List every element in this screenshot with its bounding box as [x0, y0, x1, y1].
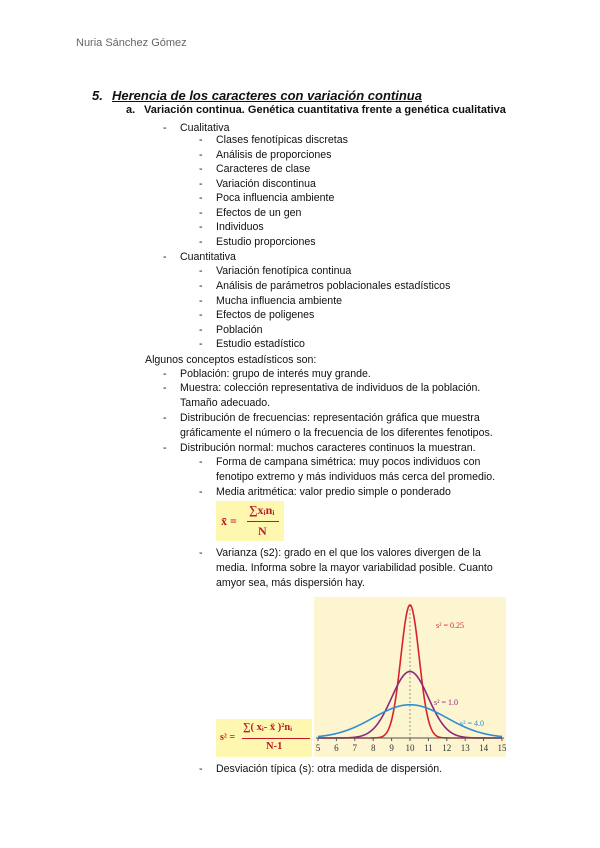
list-item: Clases fenotípicas discretas: [216, 134, 348, 146]
concept-distribucion: Distribución de frecuencias: representación gráfica que muestra: [180, 412, 480, 424]
concept-varianza: Varianza (s2): grado en el que los valores divergen de la: [216, 547, 481, 559]
x-tick-label: 12: [442, 743, 452, 753]
list-item: Poca influencia ambiente: [216, 192, 335, 204]
list-item: Variación discontinua: [216, 178, 316, 190]
variance-formula-denominator: N-1: [266, 741, 283, 752]
list-item: Caracteres de clase: [216, 163, 311, 175]
x-tick-label: 9: [389, 743, 394, 753]
concept-poblacion: Población: grupo de interés muy grande.: [180, 368, 371, 380]
list-item: Variación fenotípica continua: [216, 265, 352, 277]
bullet-dash: -: [199, 456, 203, 468]
bullet-dash: -: [199, 763, 203, 775]
variance-formula: [216, 719, 312, 757]
section-number: 5.: [92, 88, 103, 103]
subsection-label: a.: [126, 104, 136, 116]
bullet-dash: -: [163, 251, 167, 263]
concept-media: Media aritmética: valor predio simple o ponderado: [216, 486, 451, 498]
bullet-dash: -: [199, 309, 203, 321]
bullet-dash: -: [199, 547, 203, 559]
subsection-heading: [126, 104, 506, 116]
concept-campana-cont: fenotipo extremo y más individuos más cerca del promedio.: [216, 471, 496, 483]
x-tick-label: 15: [497, 743, 506, 753]
bullet-dash: -: [199, 221, 203, 233]
list-item: Efectos de poligenes: [216, 309, 315, 321]
bullet-dash: -: [199, 338, 203, 350]
section-heading: [92, 88, 422, 103]
list-item: Mucha influencia ambiente: [216, 295, 343, 307]
x-tick-label: 13: [460, 743, 470, 753]
concept-muestra-cont: Tamaño adecuado.: [180, 397, 271, 409]
concept-desviacion: Desviación típica (s): otra medida de dispersión.: [216, 763, 443, 775]
x-tick-label: 8: [370, 743, 376, 753]
bullet-dash: -: [163, 368, 167, 380]
x-tick-label: 7: [352, 743, 358, 753]
variance-formula-numerator: ∑( xᵢ- x̄ )²nᵢ: [243, 722, 293, 733]
variance-formula-lhs: s² =: [220, 732, 236, 743]
bullet-dash: -: [163, 412, 167, 424]
concept-varianza-cont: media. Informa sobre la mayor variabilidad posible. Cuanto: [216, 562, 493, 574]
bullet-dash: -: [199, 295, 203, 307]
fraction-bar: [247, 521, 279, 522]
subsection-title: Variación continua. Genética cuantitativa frente a genética cualitativa: [144, 104, 506, 116]
list-item: Efectos de un gen: [216, 207, 302, 219]
list-item: Análisis de parámetros poblacionales estadísticos: [216, 280, 451, 292]
bullet-dash: -: [199, 149, 203, 161]
bullet-dash: -: [199, 163, 203, 175]
concept-muestra: Muestra: colección representativa de individuos de la población.: [180, 382, 481, 394]
bullet-dash: -: [199, 192, 203, 204]
list-item: Individuos: [216, 221, 264, 233]
bullet-dash: -: [199, 178, 203, 190]
mean-formula: [216, 501, 284, 541]
concept-campana: Forma de campana simétrica: muy pocos individuos con: [216, 456, 481, 468]
bullet-dash: -: [199, 486, 203, 498]
bullet-dash: -: [199, 134, 203, 146]
bullet-dash: -: [199, 236, 203, 248]
curve-label: s² = 4.0: [460, 719, 485, 728]
bullet-dash: -: [163, 122, 167, 134]
concepts-intro: Algunos conceptos estadísticos son:: [145, 354, 317, 366]
author-name: Nuria Sánchez Gómez: [76, 37, 187, 49]
concept-distribucion-cont: gráficamente el número o la frecuencia de los diferentes fenotipos.: [180, 427, 493, 439]
bullet-dash: -: [199, 207, 203, 219]
list-item: Estudio estadístico: [216, 338, 305, 350]
curve-label: s² = 1.0: [434, 698, 459, 707]
bullet-dash: -: [199, 280, 203, 292]
section-title: Herencia de los caracteres con variación continua: [112, 88, 422, 103]
list-item: Población: [216, 324, 263, 336]
mean-formula-lhs: x̄ =: [221, 514, 237, 528]
list-item: Análisis de proporciones: [216, 149, 332, 161]
bullet-dash: -: [163, 382, 167, 394]
mean-formula-numerator: ∑xᵢnᵢ: [249, 503, 275, 517]
bullet-dash: -: [199, 324, 203, 336]
qualitative-title: Cualitativa: [180, 122, 230, 134]
bullet-dash: -: [163, 442, 167, 454]
x-tick-label: 14: [479, 743, 489, 753]
x-tick-label: 10: [405, 743, 415, 753]
bullet-dash: -: [199, 265, 203, 277]
list-item: Estudio proporciones: [216, 236, 316, 248]
mean-formula-denominator: N: [258, 524, 267, 538]
concept-normal: Distribución normal: muchos caracteres continuos la muestran.: [180, 442, 476, 454]
fraction-bar: [242, 738, 310, 739]
x-tick-label: 11: [424, 743, 433, 753]
x-tick-label: 6: [334, 743, 339, 753]
normal-distribution-chart: [314, 597, 506, 757]
quantitative-title: Cuantitativa: [180, 251, 236, 263]
concept-varianza-cont2: amyor sea, más dispersión hay.: [216, 577, 365, 589]
curve-label: s² = 0.25: [436, 621, 465, 630]
x-tick-label: 5: [315, 743, 321, 753]
